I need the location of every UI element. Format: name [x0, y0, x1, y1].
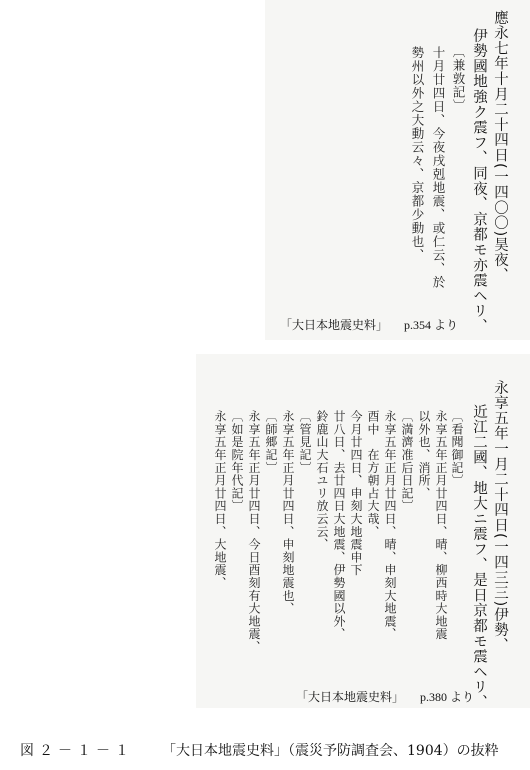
excerpt2-line-6: 〔満濟准后日記〕 [400, 410, 414, 513]
excerpt2-line-12: 〔管見記〕 [298, 410, 312, 474]
excerpt2-source-caption [296, 688, 474, 705]
excerpt1-source: 「大日本地震史料」 [280, 318, 389, 332]
figure-caption [20, 740, 499, 760]
figure-title: 「大日本地震史料」（震災予防調査会、1904）の抜粋 [162, 743, 499, 759]
excerpt2-line-11: 鈴鹿山大石ユリ放云云、 [315, 410, 329, 551]
excerpt1-line-1: 應永七年十月二十四日(一四〇〇)昊夜、 [492, 10, 508, 284]
excerpt2-source: 「大日本地震史料」 [296, 690, 405, 704]
excerpt2-line-15: 永享五年正月廿四日、今日酉刻有大地震、 [247, 410, 261, 654]
excerpt1-page: p.354 より [404, 318, 459, 332]
excerpt2-page: p.380 より [420, 690, 475, 704]
excerpt2-line-13: 永享五年正月廿四日、申刻地震也、 [281, 410, 295, 615]
figure-number: 図２－１－１ [20, 743, 134, 759]
excerpt2-line-7: 永享五年正月廿四日、晴、申刻大地震、 [383, 410, 397, 641]
excerpt2-line-2: 近江二國、地大ニ震フ、是日京都モ震ヘリ、 [471, 404, 487, 710]
excerpt-panel-2 [196, 354, 530, 708]
excerpt-panel-1 [265, 0, 530, 340]
excerpt1-line-2: 伊勢國地強ク震フ、同夜、京都モ亦震ヘリ、 [471, 28, 487, 334]
excerpt2-line-1: 永享五年一月二十四日(一四三三)伊勢、 [492, 380, 508, 654]
excerpt2-line-16: 〔如是院年代記〕 [230, 410, 244, 513]
excerpt2-line-5: 以外也、消所、 [417, 410, 431, 500]
excerpt2-line-17: 永享五年正月廿四日、大地震、 [213, 410, 227, 590]
excerpt2-line-4: 永享五年正月廿四日、晴、柳西時大地震 [434, 410, 448, 641]
excerpt2-line-14: 〔師郷記〕 [264, 410, 278, 474]
excerpt2-line-10: 廿八日、去廿四日大地震、伊勢國以外、 [332, 410, 346, 641]
excerpt1-source-caption [280, 316, 458, 333]
excerpt1-line-3: 〔兼敦記〕 [451, 45, 466, 113]
excerpt2-line-3: 〔看聞御記〕 [450, 410, 464, 487]
excerpt2-line-8: 酉中 在方朝占大哉、 [366, 410, 380, 538]
excerpt1-line-4: 十月廿四日、今夜戌剋地震、或仁云、於 [431, 46, 446, 289]
excerpt2-line-9: 今月廿四日、申刻大地震申下 [349, 410, 363, 577]
excerpt1-line-5: 勢州以外之大動云々、京都少動也、 [410, 46, 425, 262]
